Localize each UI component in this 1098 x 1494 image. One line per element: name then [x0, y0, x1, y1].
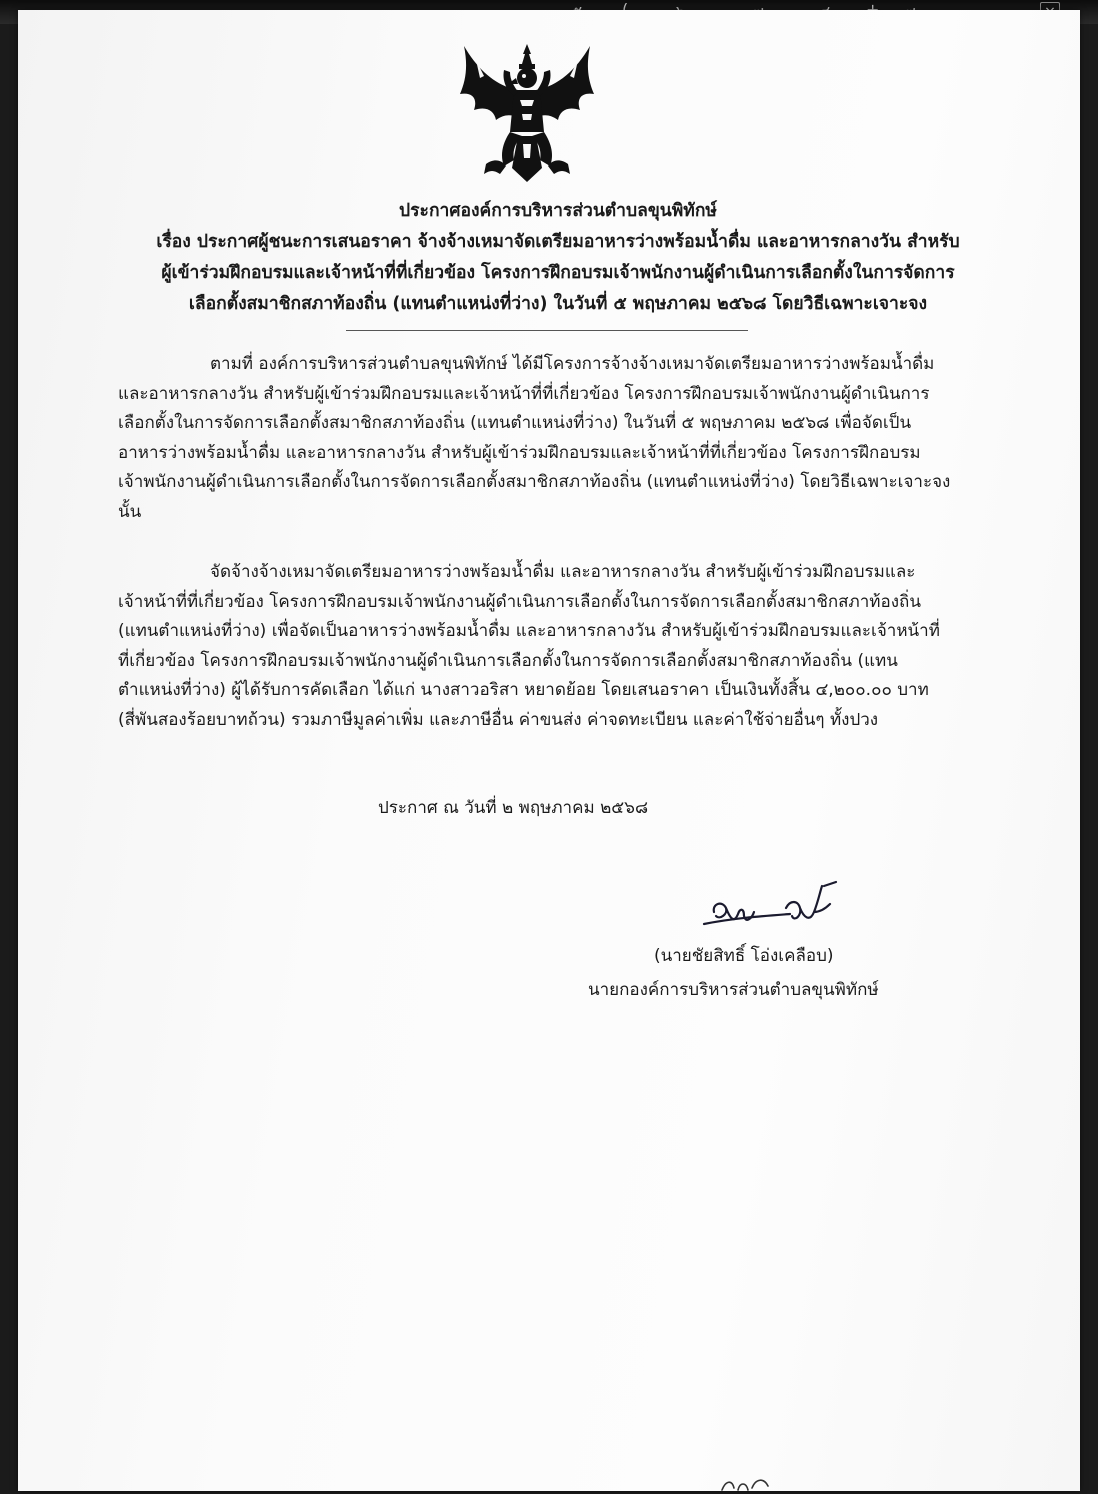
signer-name: (นายชัยสิทธิ์ โอ่งเคลือบ): [654, 946, 834, 966]
garuda-emblem-icon: [456, 40, 598, 188]
paragraph-line: อาหารว่างพร้อมน้ำดื่ม และอาหารกลางวัน สำหรับผู้เข้าร่วมฝึกอบรมและเจ้าหน้าที่ที่เกี่ยวข้อง โครงการฝึกอบรม: [118, 442, 921, 463]
signature-icon: [694, 878, 854, 938]
paragraph-line: ตามที่ องค์การบริหารส่วนตำบลขุนพิทักษ์ ได้มีโครงการจ้างจ้างเหมาจัดเตรียมอาหารว่างพร้อมน้ำดื่ม: [210, 354, 935, 374]
paragraph-line: จัดจ้างจ้างเหมาจัดเตรียมอาหารว่างพร้อมน้ำดื่ม และอาหารกลางวัน สำหรับผู้เข้าร่วมฝึกอบรมและ: [210, 562, 916, 582]
announcement-header: [78, 196, 1038, 320]
paragraph-line: และอาหารกลางวัน สำหรับผู้เข้าร่วมฝึกอบรมและเจ้าหน้าที่ที่เกี่ยวข้อง โครงการฝึกอบรมเจ้าพนักงานผู้ดำเนินการ: [118, 383, 930, 404]
signer-title: นายกองค์การบริหารส่วนตำบลขุนพิทักษ์: [588, 980, 879, 1000]
paragraph-line: เจ้าพนักงานผู้ดำเนินการเลือกตั้งในการจัดการเลือกตั้งสมาชิกสภาท้องถิ่น (แทนตำแหน่งที่ว่าง) โดยวิธีเฉพาะเจาะจง: [118, 472, 951, 492]
paragraph-line: (แทนตำแหน่งที่ว่าง) เพื่อจัดเป็นอาหารว่างพร้อมน้ำดื่ม และอาหารกลางวัน สำหรับผู้เข้าร่วมฝึกอบรมและเจ้าหน้าที่: [118, 621, 940, 641]
header-subject-line: เรื่อง ประกาศผู้ชนะการเสนอราคา จ้างจ้างเหมาจัดเตรียมอาหารว่างพร้อมน้ำดื่ม และอาหารกลางวัน สำหรับ: [156, 232, 960, 252]
header-subject-line: เลือกตั้งสมาชิกสภาท้องถิ่น (แทนตำแหน่งที่ว่าง) ในวันที่ ๕ พฤษภาคม ๒๕๖๘ โดยวิธีเฉพาะเจาะจง: [188, 294, 928, 314]
paragraph-line: ที่เกี่ยวข้อง โครงการฝึกอบรมเจ้าพนักงานผู้ดำเนินการเลือกตั้งในการจัดการเลือกตั้งสมาชิกสภาท้องถิ่น (แทน: [118, 650, 898, 671]
header-subject-line: ผู้เข้าร่วมฝึกอบรมและเจ้าหน้าที่ที่เกี่ยวข้อง โครงการฝึกอบรมเจ้าพนักงานผู้ดำเนินการเลือกตั้งในการจัดการ: [161, 263, 955, 283]
paragraph-line: นั้น: [118, 501, 142, 522]
paragraph-2: [118, 558, 998, 735]
paragraph-line: เจ้าหน้าที่ที่เกี่ยวข้อง โครงการฝึกอบรมเจ้าพนักงานผู้ดำเนินการเลือกตั้งในการจัดการเลือกตั้งสมาชิกสภาท้องถิ่น: [118, 591, 921, 612]
announcement-date: ประกาศ ณ วันที่ ๒ พฤษภาคม ๒๕๖๘: [378, 798, 649, 818]
header-title: ประกาศองค์การบริหารส่วนตำบลขุนพิทักษ์: [399, 201, 717, 221]
paragraph-1: [118, 350, 998, 527]
paragraph-line: (สี่พันสองร้อยบาทถ้วน) รวมภาษีมูลค่าเพิ่ม และภาษีอื่น ค่าขนส่ง ค่าจดทะเบียน และค่าใช้จ่ายอื่นๆ ทั้งปวง: [118, 709, 879, 730]
document-page: [18, 10, 1080, 1491]
header-divider: [346, 330, 748, 331]
paragraph-line: ตำแหน่งที่ว่าง) ผู้ได้รับการคัดเลือก ได้แก่ นางสาวอริสา หยาดย้อย โดยเสนอราคา เป็นเงินทั้งสิ้น ๔,๒๐๐.๐๐ บาท: [118, 680, 929, 700]
paragraph-line: เลือกตั้งในการจัดการเลือกตั้งสมาชิกสภาท้องถิ่น (แทนตำแหน่งที่ว่าง) ในวันที่ ๕ พฤษภาคม ๒๕๖๘ เพื่อจัดเป็น: [118, 413, 912, 433]
